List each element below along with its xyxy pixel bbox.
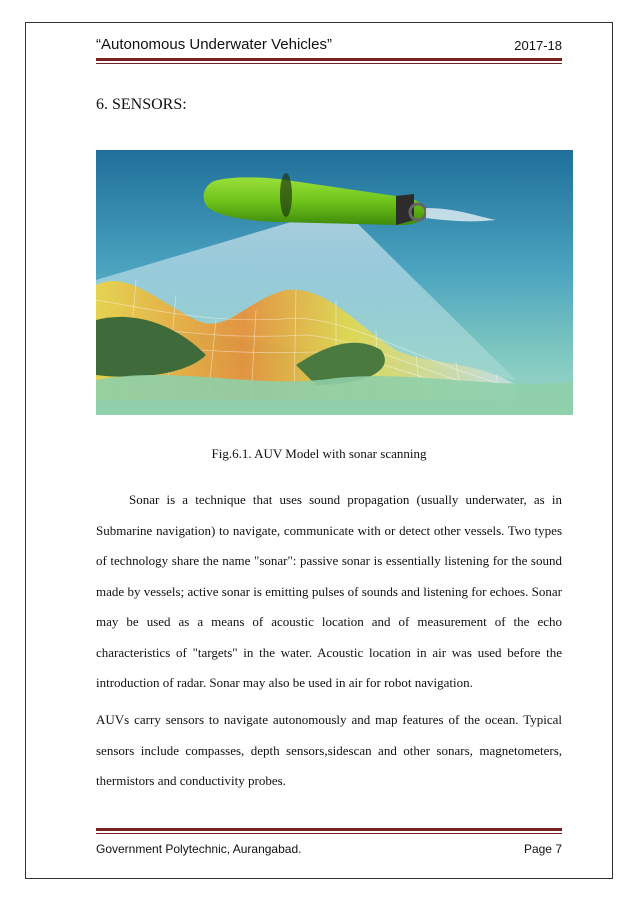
auv-sonar-figure	[96, 150, 573, 415]
footer-page-number: Page 7	[523, 842, 562, 856]
figure-caption: Fig.6.1. AUV Model with sonar scanning	[211, 446, 427, 461]
footer-rule-thin	[96, 833, 562, 834]
header-year: 2017-18	[514, 38, 562, 53]
header-title: “Autonomous Underwater Vehicles”	[96, 36, 332, 53]
footer-rule-thick	[96, 828, 562, 831]
paragraph-sensors: AUVs carry sensors to navigate autonomously and map features of the ocean. Typical sensors include compasses, depth sensors,sidescan and other sonars, magnetometers, thermistors and conductivity probes.	[96, 712, 562, 788]
header-rule-thick	[96, 58, 562, 61]
paragraph-sonar: Sonar is a technique that uses sound propagation (usually underwater, as in Submarine navigation) to navigate, communicate with or detect other vessels. Two types of technology share the name "sonar": passive sonar is essentially listening for the sound made by vessels; active sonar is emitting pulses of sounds and listening for echoes. Sonar may be used as a means of acoustic location and of measurement of the echo characteristics of "targets" in the water. Acoustic location in air was used before the introduction of radar. Sonar may also be used in air for robot navigation.	[96, 492, 562, 690]
header-rule-thin	[96, 63, 562, 64]
section-heading: 6. SENSORS:	[96, 96, 187, 113]
footer-institution: Government Polytechnic, Aurangabad.	[96, 842, 302, 856]
